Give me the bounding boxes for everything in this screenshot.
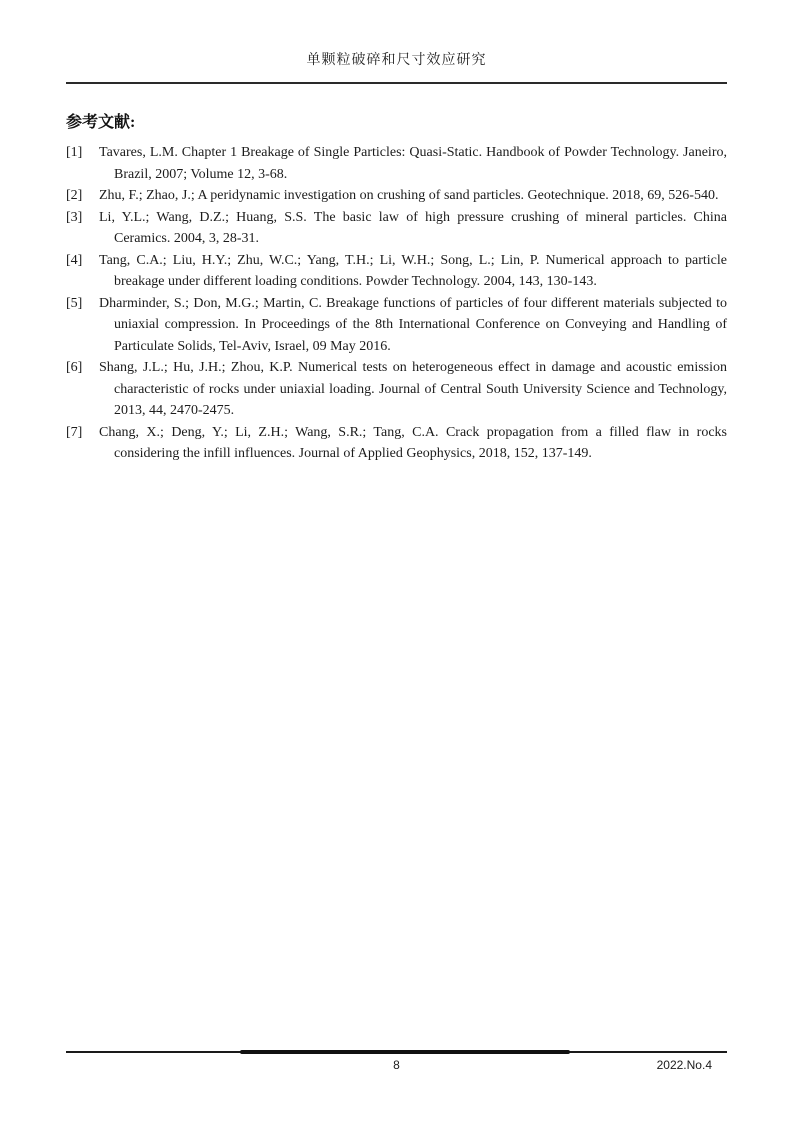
page-number: 8 [393,1058,400,1072]
reference-text: Chang, X.; Deng, Y.; Li, Z.H.; Wang, S.R.; Tang, C.A. Crack propagation from a filled flaw in rocks considering the infill influences. Journal of Applied Geophysics, 2018, 152, 137-149. [99,424,727,461]
footer-rule-scan-artifact [240,1050,570,1054]
reference-item [66,207,727,250]
reference-text: Tang, C.A.; Liu, H.Y.; Zhu, W.C.; Yang, T.H.; Li, W.H.; Song, L.; Lin, P. Numerical approach to particle breakage under different loading conditions. Powder Technology. 2004, 143, 130-143. [99,252,727,289]
reference-number: [2] [66,188,83,203]
references-heading: 参考文献: [66,114,136,131]
reference-number: [5] [66,295,83,311]
issue-label: 2022.No.4 [656,1058,712,1072]
reference-text: Tavares, L.M. Chapter 1 Breakage of Single Particles: Quasi-Static. Handbook of Powder Technology. Janeiro, Brazil, 2007; Volume 12, 3-68. [99,145,727,182]
reference-item [66,142,727,185]
reference-number: [7] [66,424,83,440]
reference-number: [4] [66,252,83,268]
reference-text: Dharminder, S.; Don, M.G.; Martin, C. Breakage functions of particles of four different materials subjected to uniaxial compression. In Proceedings of the 8th International Conference on Conveying and Handling of Particulate Solids, Tel-Aviv, Israel, 09 May 2016. [99,295,727,354]
reference-number: [6] [66,360,83,375]
reference-item [66,357,727,422]
reference-item [66,293,727,358]
references-section [66,112,727,465]
reference-text: Li, Y.L.; Wang, D.Z.; Huang, S.S. The basic law of high pressure crushing of mineral particles. China Ceramics. 2004, 3, 28-31. [99,209,727,246]
reference-number: [1] [66,145,83,160]
reference-item [66,250,727,293]
reference-text: Zhu, F.; Zhao, J.; A peridynamic investigation on crushing of sand particles. Geotechnique. 2018, 69, 526-540. [99,188,719,203]
reference-text: Shang, J.L.; Hu, J.H.; Zhou, K.P. Numerical tests on heterogeneous effect in damage and acoustic emission characteristic of rocks under uniaxial loading. Journal of Central South University Science and Technology, 2013, 44, 2470-2475. [99,360,727,418]
reference-item [66,422,727,465]
reference-number: [3] [66,209,83,225]
running-header-title: 单颗粒破碎和尺寸效应研究 [306,53,487,68]
header-rule [66,82,727,84]
reference-item [66,185,727,207]
